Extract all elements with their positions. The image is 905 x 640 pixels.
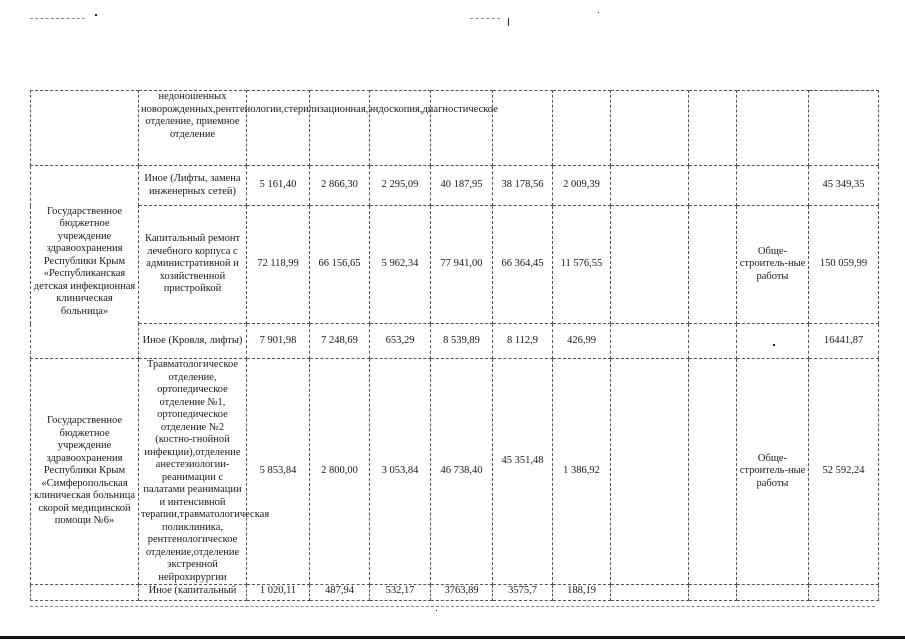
empty-cell xyxy=(689,359,737,585)
value-cell: 72 118,99 xyxy=(247,206,310,324)
total-cell: 45 349,35 xyxy=(809,166,879,206)
total-cell xyxy=(809,585,879,601)
object-cell: Иное (Кровля, лифты) xyxy=(139,324,247,359)
value-cell: 426,99 xyxy=(553,324,611,359)
value-cell: 188,19 xyxy=(553,585,611,601)
value-cell: 1 020,11 xyxy=(247,585,310,601)
total-cell: 150 059,99 xyxy=(809,206,879,324)
total-cell xyxy=(809,91,879,166)
value-cell: 8 539,89 xyxy=(431,324,493,359)
value-cell: 11 576,55 xyxy=(553,206,611,324)
institution-cell: Государственное бюджетное учреждение здравоохранения Республики Крым «Симферопольская клиническая больница скорой медицинской помощи №6» xyxy=(31,359,139,585)
funding-table xyxy=(30,90,879,601)
work-type-cell xyxy=(737,166,809,206)
empty-cell xyxy=(689,585,737,601)
value-cell: 653,29 xyxy=(370,324,431,359)
empty-cell xyxy=(689,91,737,166)
value-cell: 40 187,95 xyxy=(431,166,493,206)
value-cell xyxy=(431,91,493,166)
scan-dash xyxy=(30,18,85,20)
table-row xyxy=(31,324,879,359)
work-type-cell xyxy=(737,585,809,601)
table-row xyxy=(31,585,879,601)
value-cell: 532,17 xyxy=(370,585,431,601)
empty-cell xyxy=(689,166,737,206)
object-cell: Травматологическое отделение, ортопедическое отделение №1, ортопедическое отделение №2 (костно-гнойной инфекции),отделение анестезиологии-реанимации с палатами реанимации и интенсивной терапии,травматологическая поликлиника, рентгенологическое отделение,отделение экстренной нейрохирургии xyxy=(139,359,247,585)
value-cell: 7 901,98 xyxy=(247,324,310,359)
object-cell: Иное (капитальный xyxy=(139,585,247,601)
value-cell: 38 178,56 xyxy=(493,166,553,206)
value-cell: 7 248,69 xyxy=(310,324,370,359)
scan-dash xyxy=(470,18,500,20)
scan-edge xyxy=(0,636,905,639)
table-row xyxy=(31,359,879,585)
institution-cell xyxy=(31,91,139,166)
institution-cell: Государственное бюджетное учреждение здравоохранения Республики Крым «Республиканская детская инфекционная клиническая больница» xyxy=(31,166,139,359)
total-cell: 52 592,24 xyxy=(809,359,879,585)
work-type-cell xyxy=(737,324,809,359)
value-cell: 66 156,65 xyxy=(310,206,370,324)
value-cell: 2 800,00 xyxy=(310,359,370,585)
scan-speck xyxy=(508,18,509,26)
object-cell: Капитальный ремонт лечебного корпуса с административной и хозяйственной пристройкой xyxy=(139,206,247,324)
table-row xyxy=(31,91,879,166)
scan-speck xyxy=(436,610,437,611)
value-cell: 3 053,84 xyxy=(370,359,431,585)
object-cell: недоношенных новорожденных,рентгенологии,стерилизационная,эндоскопия,диагностическое отделение, приемное отделение xyxy=(139,91,247,166)
empty-cell xyxy=(611,206,689,324)
value-cell: 45 351,48 xyxy=(493,359,553,585)
scan-speck xyxy=(773,344,775,346)
value-cell xyxy=(310,91,370,166)
value-cell: 5 962,34 xyxy=(370,206,431,324)
empty-cell xyxy=(611,359,689,585)
value-cell: 46 738,40 xyxy=(431,359,493,585)
work-type-cell: Обще-строитель-ные работы xyxy=(737,206,809,324)
value-cell: 487,94 xyxy=(310,585,370,601)
value-cell: 2 009,39 xyxy=(553,166,611,206)
value-cell: 5 161,40 xyxy=(247,166,310,206)
value-cell: 2 295,09 xyxy=(370,166,431,206)
empty-cell xyxy=(611,324,689,359)
scan-speck xyxy=(95,14,97,16)
value-cell: 3575,7 xyxy=(493,585,553,601)
value-cell xyxy=(370,91,431,166)
work-type-cell xyxy=(737,91,809,166)
empty-cell xyxy=(611,91,689,166)
value-cell xyxy=(247,91,310,166)
empty-cell xyxy=(689,206,737,324)
value-cell: 66 364,45 xyxy=(493,206,553,324)
value-cell: 8 112,9 xyxy=(493,324,553,359)
scan-dash xyxy=(30,606,875,608)
institution-cell xyxy=(31,585,139,601)
value-cell: 2 866,30 xyxy=(310,166,370,206)
empty-cell xyxy=(611,166,689,206)
scan-speck xyxy=(598,12,599,13)
value-cell: 77 941,00 xyxy=(431,206,493,324)
total-cell: 16441,87 xyxy=(809,324,879,359)
table-row xyxy=(31,206,879,324)
value-cell xyxy=(493,91,553,166)
value-cell: 3763,89 xyxy=(431,585,493,601)
value-cell: 5 853,84 xyxy=(247,359,310,585)
value-cell xyxy=(553,91,611,166)
empty-cell xyxy=(689,324,737,359)
value-cell: 1 386,92 xyxy=(553,359,611,585)
table-row xyxy=(31,166,879,206)
work-type-cell: Обще-строитель-ные работы xyxy=(737,359,809,585)
object-cell: Иное (Лифты, замена инженерных сетей) xyxy=(139,166,247,206)
empty-cell xyxy=(611,585,689,601)
